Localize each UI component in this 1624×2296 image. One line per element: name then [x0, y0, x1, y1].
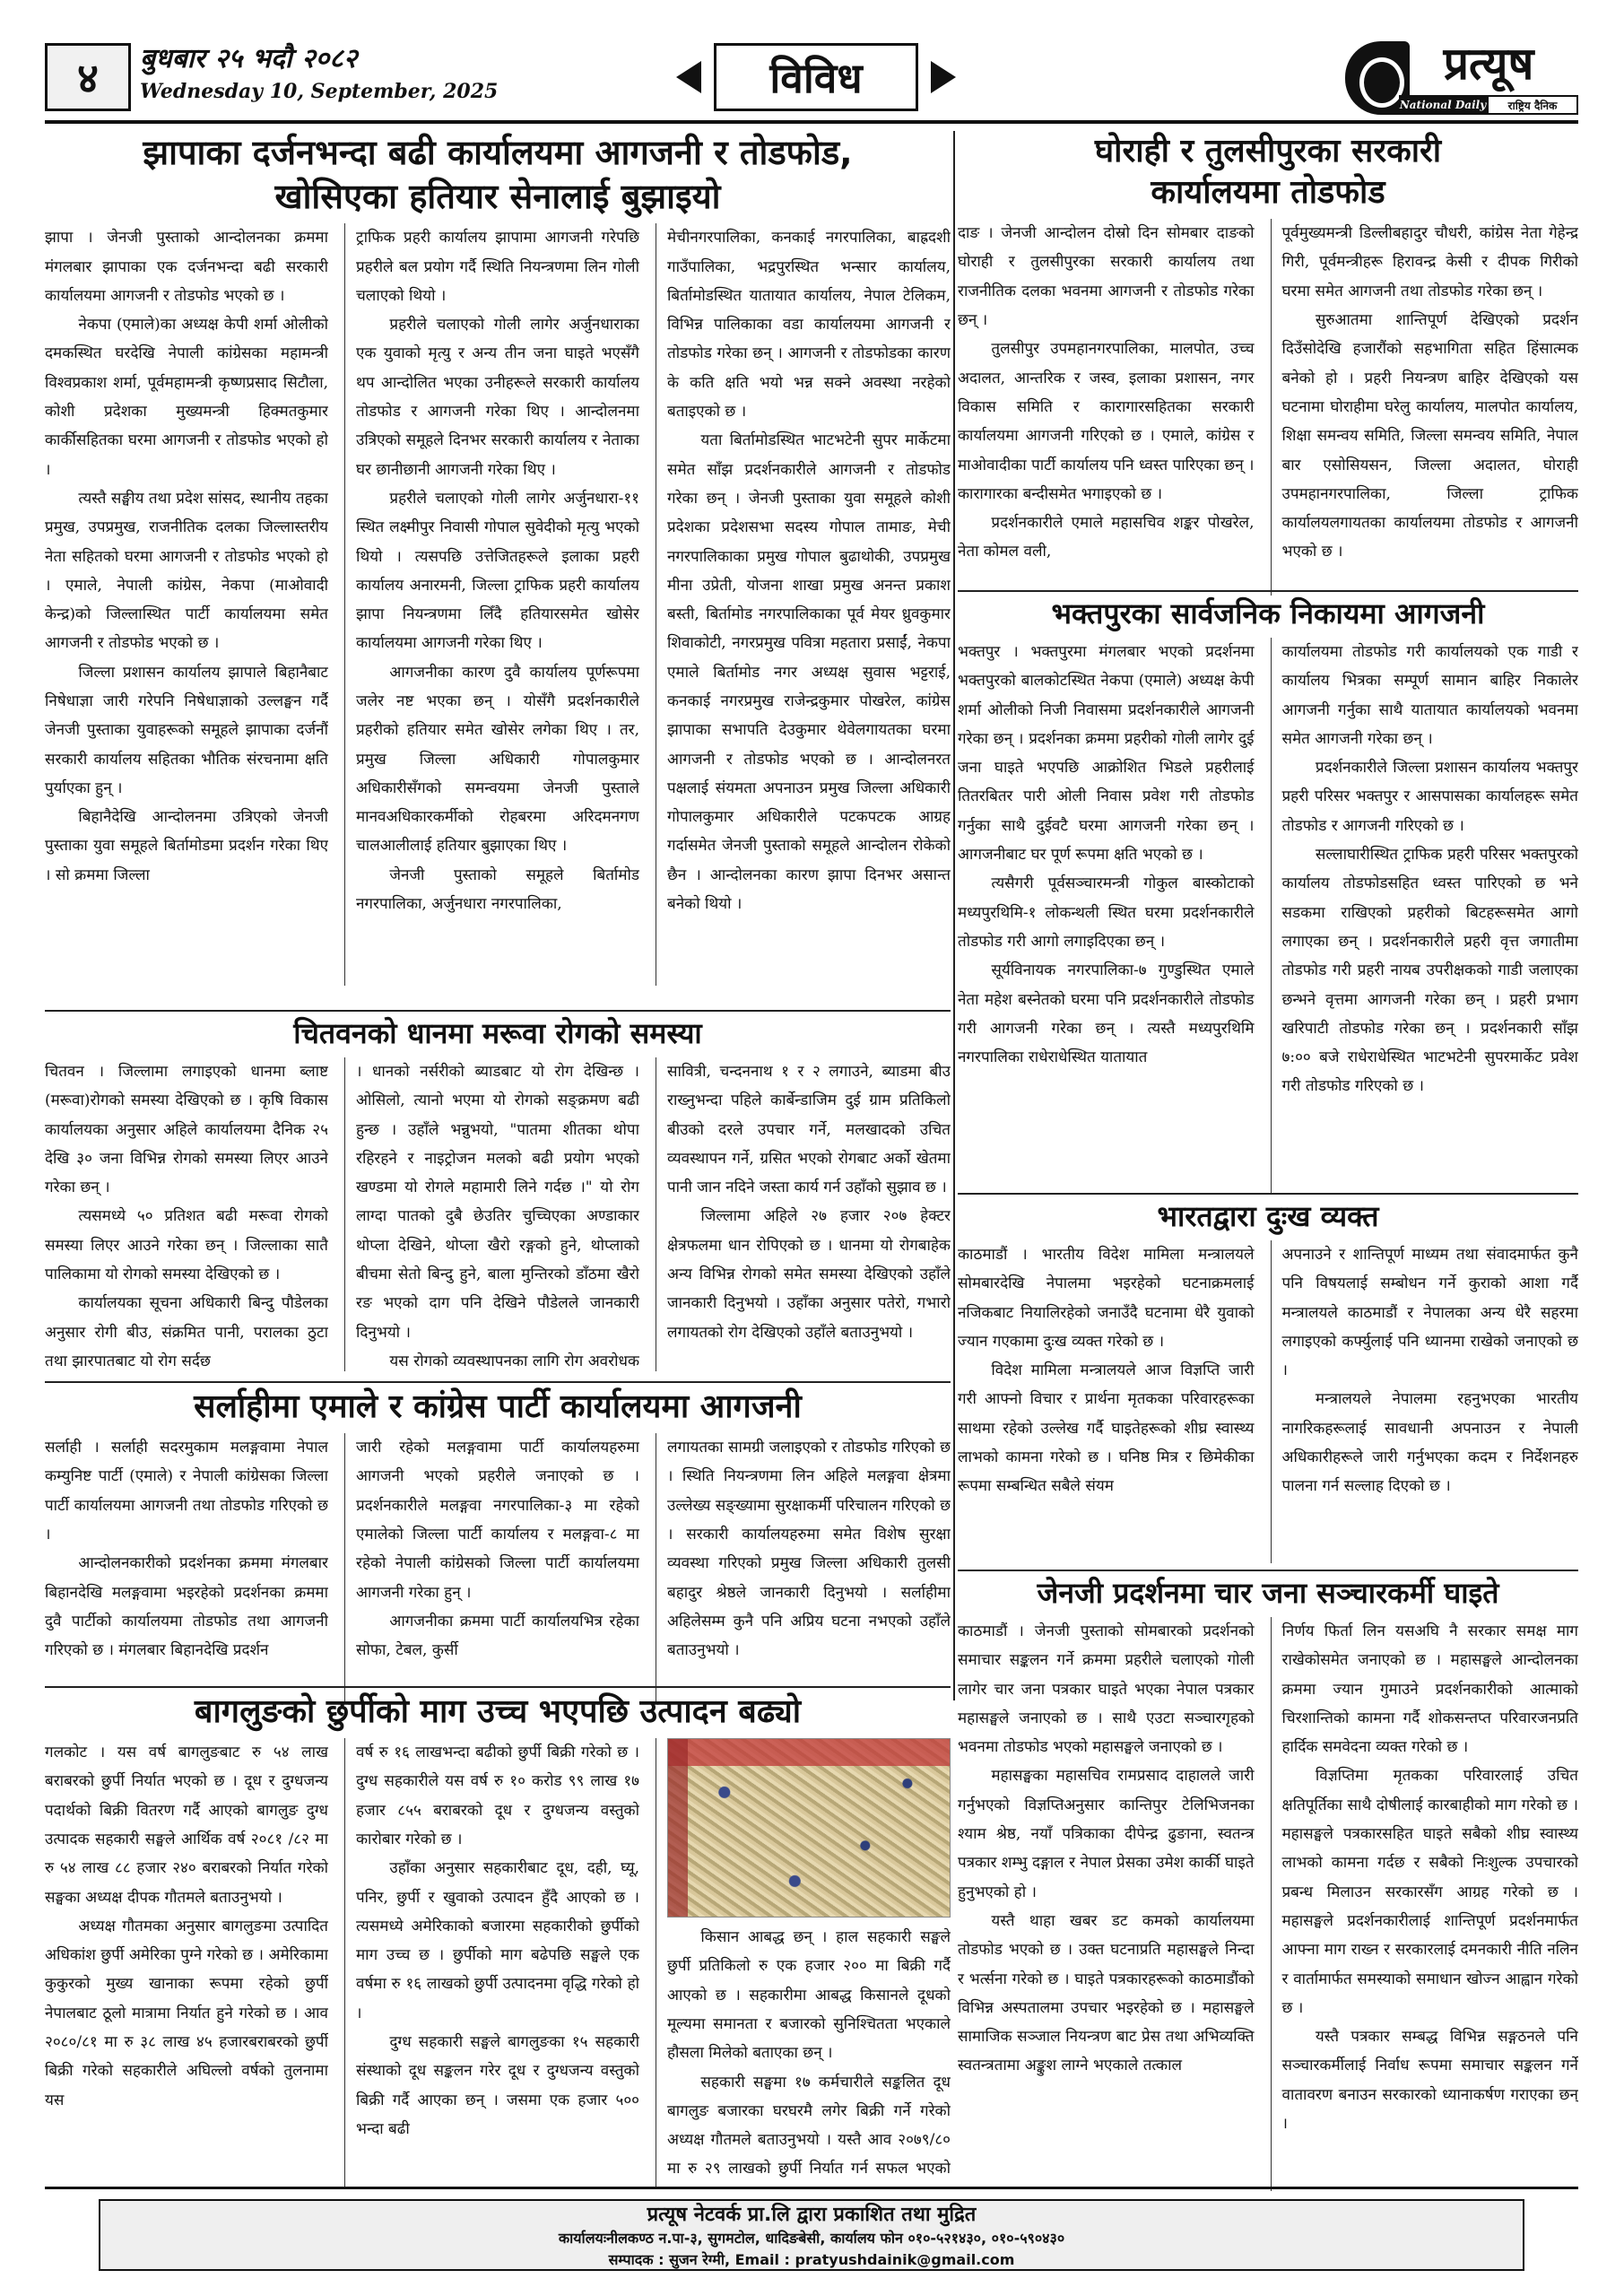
paragraph: सूर्यविनायक नगरपालिका-७ गुण्डुस्थित एमाले नेता महेश बस्नेतको घरमा पनि प्रदर्शनकारीले तोडफोड गरी आगजनी गरेका छन् । त्यस्तै मध्यपुरथिमि नगरपालिका राधेराधेस्थित यातायात — [958, 961, 1255, 1067]
paragraph: सहकारी सङ्घमा १७ कर्मचारीले सङ्कलित दूध बागलुङ बजारका घरघरमै लगेर बिक्री गर्ने गरेको अध्यक्ष गौतमले बताउनुभयो । यस्तै आव २०७९/८० मा रु २९ लाखको छुर्पी निर्यात गर्न सफल भएको — [667, 2073, 951, 2179]
article-column — [656, 223, 951, 986]
article-ghorahi — [958, 131, 1578, 596]
paragraph: किसान आबद्ध छन् । हाल सहकारी सङ्घले छुर्पी प्रतिकिलो रु एक हजार २०० मा बिक्री गर्दै आएको छ । सहकारीमा आबद्ध किसानले दूधको मूल्यमा समानता र बजारको सुनिश्चितता भएकाले हौसला मिलेको बताएका छन् । — [667, 1928, 951, 2063]
churpi-drying-photo — [667, 1738, 951, 1918]
article-column — [1271, 1240, 1579, 1563]
paragraph: चितवन । जिल्लामा लगाइएको धानमा ब्लाष्ट (मरूवा)रोगको समस्या देखिएको छ । कृषि विकास कार्यालयका अनुसार अहिले कार्यालयमा दैनिक २५ देखि ३० जना विभिन्न रोगको समस्या लिएर आउने गरेका छन् । — [45, 1062, 328, 1197]
headline-line: झापाका दर्जनभन्दा बढी कार्यालयमा आगजनी र तोडफोड, — [143, 133, 853, 172]
paragraph: सावित्री, चन्दननाथ १ र २ लगाउने, ब्याडमा बीउ राख्नुभन्दा पहिले कार्बेन्डाजिम दुई ग्राम प्रतिकिलो बीउको दरले उपचार गर्ने, मलखादको उचित व्यवस्थापन गर्ने, ग्रसित भएको रोगबाट अर्को खेतमा पानी जान नदिने जस्ता कार्य गर्न उहाँको सुझाव छ । — [667, 1062, 951, 1197]
paragraph: प्रहरीले चलाएको गोली लागेर अर्जुनधाराका एक युवाको मृत्यु र अन्य तीन जना घाइते भएसँगै थप आन्दोलित भएका उनीहरूले सरकारी कार्यालय तोडफोड र आगजनी गरेका थिए । आन्दोलनमा उत्रिएको समूहले दिनभर सरकारी कार्यालय र नेताका घर छानीछानी आगजनी गरेका थिए । — [356, 316, 639, 479]
headline-line: जेनजी प्रदर्शनमा चार जना सञ्चारकर्मी घाइते — [1037, 1576, 1499, 1610]
paragraph: जारी रहेको मलङ्गवामा पार्टी कार्यालयहरुमा आगजनी भएको प्रहरीले जनाएको छ । प्रदर्शनकारीले मलङ्गवा नगरपालिका-३ मा रहेको एमालेको जिल्ला पार्टी कार्यालय र मलङ्गवा-८ मा रहेको नेपाली कांग्रेसको जिल्ला पार्टी कार्यालयमा आगजनी गरेका हुन् । — [356, 1439, 639, 1602]
article-divider — [958, 1570, 1578, 1571]
paragraph: लगायतका सामग्री जलाइएको र तोडफोड गरिएको छ । स्थिति नियन्त्रणमा लिन अहिले मलङ्गवा क्षेत्रमा उल्लेख्य सङ्ख्यामा सुरक्षाकर्मी परिचालन गरिएको छ । सरकारी कार्यालयहरुमा समेत विशेष सुरक्षा व्यवस्था गरिएको प्रमुख जिल्ला अधिकारी तुलसी बहादुर श्रेष्ठले जानकारी दिनुभयो । सर्लाहीमा अहिलेसम्म कुनै पनि अप्रिय घटना नभएको उहाँले बताउनुभयो । — [667, 1439, 951, 1660]
article-column — [958, 1617, 1255, 2191]
article-sarlahi — [45, 1387, 951, 1702]
footer-imprint — [99, 2199, 1524, 2271]
article-bhaktapur — [958, 596, 1578, 1194]
paragraph: दाङ । जेनजी आन्दोलन दोस्रो दिन सोमबार दाङको घोराही र तुलसीपुरका सरकारी कार्यालय तथा राजनीतिक दलका भवनमा आगजनी र तोडफोड गरेका छन् । — [958, 224, 1255, 330]
paragraph: काठमाडौं । भारतीय विदेश मामिला मन्त्रालयले सोमबारदेखि नेपालमा भइरहेको घटनाक्रमलाई नजिकबाट नियालिरहेको जनाउँदै घटनामा धेरै युवाको ज्यान गएकामा दुःख व्यक्त गरेको छ । — [958, 1245, 1255, 1351]
paragraph: कार्यालयमा तोडफोड गरी कार्यालयको एक गाडी र कार्यालय भित्रका सम्पूर्ण सामान बाहिर निकालेर आगजनी गर्नुका साथै यातायात कार्यालयको भवनमा समेत आगजनी गरेका छन् । — [1281, 642, 1578, 748]
page-number: ४ — [45, 43, 131, 111]
paragraph: ट्राफिक प्रहरी कार्यालय झापामा आगजनी गरेपछि प्रहरीले बल प्रयोग गर्दै स्थिति नियन्त्रणमा लिन गोली चलाएको थियो । — [356, 229, 639, 305]
article-column — [958, 219, 1255, 596]
paragraph: भक्तपुर । भक्तपुरमा मंगलबार भएको प्रदर्शनमा भक्तपुरको बालकोटस्थित नेकपा (एमाले) अध्यक्ष केपी शर्मा ओलीको निजी निवासमा प्रदर्शनकारीले आगजनी गरेका छन् । प्रदर्शनका क्रममा प्रहरीको गोली लागेर दुई जना घाइते भएपछि आक्रोशित भिडले प्रहरीलाई तितरबितर पारी ओली निवास प्रवेश गरी तोडफोड गर्नुका साथै दुईवटै घरमा आगजनी गरेका छन् । आगजनीबाट घर पूर्ण रूपमा क्षति भएको छ । — [958, 642, 1255, 865]
paragraph: यस रोगको व्यवस्थापनका लागि रोग अवरोधक — [389, 1352, 639, 1370]
paragraph: विदेश मामिला मन्त्रालयले आज विज्ञप्ति जारी गरी आफ्नो विचार र प्रार्थना मृतकका परिवारहरूका साथमा रहेको उल्लेख गर्दै घाइतेहरूको शीघ्र स्वास्थ्य लाभको कामना गरेको छ । घनिष्ठ मित्र र छिमेकीका रूपमा सम्बन्धित सबैले संयम — [958, 1361, 1255, 1496]
paragraph: निर्णय फिर्ता लिन यसअघि नै सरकार समक्ष माग राखेकोसमेत जनाएको छ । महासङ्घले आन्दोलनका क्रममा ज्यान गुमाउने प्रदर्शनकारीको आत्माको चिरशान्तिको कामना गर्दै शोकसन्तप्त परिवारजनप्रति हार्दिक समवेदना व्यक्त गरेको छ । — [1281, 1622, 1578, 1757]
article-headline — [958, 131, 1578, 213]
article-column — [45, 1738, 328, 2187]
paragraph: त्यस्तै सङ्घीय तथा प्रदेश सांसद, स्थानीय तहका प्रमुख, उपप्रमुख, राजनीतिक दलका जिल्लास्तरीय नेता सहितको घरमा आगजनी र तोडफोड भएको हो । एमाले, नेपाली कांग्रेस, नेकपा (माओवादी केन्द्र)को जिल्लास्थित पार्टी कार्यालयमा समेत आगजनी र तोडफोड भएको छ । — [45, 489, 328, 653]
paragraph: आगजनीका क्रममा पार्टी कार्यालयभित्र रहेका सोफा, टेबल, कुर्सी — [356, 1612, 639, 1660]
article-body — [958, 219, 1578, 596]
headline-line: बागलुङको छुर्पीको माग उच्च भएपछि उत्पादन बढ्यो — [194, 1693, 802, 1730]
office-address: कार्यालयःनीलकण्ठ न.पा-३, सुगमटोल, धादिङबेसी, कार्यालय फोन ०१०-५२१४३०, ०१०-५९०४३० — [558, 2230, 1065, 2247]
paragraph: उहाँका अनुसार सहकारीबाट दूध, दही, घ्यू, पनिर, छुर्पी र खुवाको उत्पादन हुँदै आएको छ । त्यसमध्ये अमेरिकाको बजारमा सहकारीको छुर्पीको माग उच्च छ । छुर्पीको माग बढेपछि सङ्घले एक वर्षमा रु १६ लाखको छुर्पी उत्पादनमा वृद्धि गरेको हो । — [356, 1859, 639, 2022]
article-column — [344, 1738, 639, 2187]
article-chitwan — [45, 1015, 951, 1371]
logo-name: प्रत्यूष — [1443, 37, 1534, 90]
article-column — [344, 223, 639, 986]
article-column — [958, 638, 1255, 1194]
paragraph: प्रदर्शनकारीले एमाले महासचिव शङ्कर पोखरेल, नेता कोमल वली, — [958, 514, 1255, 561]
newspaper-logo — [1345, 38, 1578, 120]
paragraph: झापा । जेनजी पुस्ताको आन्दोलनका क्रममा मंगलबार झापाका एक दर्जनभन्दा बढी सरकारी कार्यालयमा आगजनी र तोडफोड भएको छ । — [45, 229, 328, 305]
page-footer — [45, 2187, 1578, 2276]
article-column — [1271, 638, 1579, 1194]
paragraph: जेनजी पुस्ताको समूहले बिर्तामोड नगरपालिका, अर्जुनधारा नगरपालिका, — [356, 865, 639, 914]
article-headline — [45, 131, 951, 218]
date-nepali: बुधबार २५ भदौ २०८२ — [140, 43, 358, 74]
paragraph: विज्ञप्तिमा मृतकका परिवारलाई उचित क्षतिपूर्तिका साथै दोषीलाई कारबाहीको माग गरेको छ । महासङ्घले पत्रकारसहित घाइते सबैको शीघ्र स्वास्थ्य लाभको कामना गर्दछ र सबैको निःशुल्क उपचारको प्रबन्ध मिलाउन सरकारसँग आग्रह गरेको छ । महासङ्घले प्रदर्शनकारीलाई शान्तिपूर्ण प्रदर्शनमार्फत आफ्ना माग राख्न र सरकारलाई दमनकारी नीति नलिन र वार्तामार्फत समस्याको समाधान खोज्न आह्वान गरेको छ । — [1281, 1767, 1578, 2017]
logo-tag-english: National Daily — [1399, 95, 1487, 115]
paragraph: यस्तै थाहा खबर डट कमको कार्यालयमा तोडफोड भएको छ । उक्त घटनाप्रति महासङ्घले निन्दा र भर्त्सना गरेको छ । घाइते पत्रकारहरूको काठमाडौंको विभिन्न अस्पतालमा उपचार भइरहेको छ । महासङ्घले सामाजिक सञ्जाल नियन्त्रण बाट प्रेस तथा अभिव्यक्ति स्वतन्त्रतामा अङ्कुश लाग्ने भएकाले तत्काल — [958, 1911, 1255, 2075]
article-body — [45, 223, 951, 986]
headline-line: सर्लाहीमा एमाले र कांग्रेस पार्टी कार्यालयमा आगजनी — [194, 1388, 802, 1425]
article-headline — [958, 1198, 1578, 1235]
article-headline — [958, 596, 1578, 632]
section-header — [673, 43, 960, 111]
article-divider — [45, 1010, 951, 1012]
article-headline — [45, 1387, 951, 1428]
paragraph: सल्लाघारीस्थित ट्राफिक प्रहरी परिसर भक्तपुरको कार्यालय तोडफोडसहित ध्वस्त पारिएको छ भने सडकमा राखिएको प्रहरीको बिटहरूसमेत आगो लगाएका छन् । प्रदर्शनकारीले प्रहरी वृत्त जगातीमा तोडफोड गरी प्रहरी नायब उपरीक्षकको गाडी जलाएका छन्भने वृत्तमा आगजनी गरेका छन् । प्रहरी प्रभाग खरिपाटी तोडफोड गरेका छन् । प्रदर्शनकारी साँझ ७:०० बजे राधेराधेस्थित भाटभटेनी सुपरमार्केट प्रवेश गरी तोडफोड गरिएको छ । — [1281, 846, 1578, 1096]
headline-line: कार्यालयमा तोडफोड — [1151, 174, 1385, 212]
paragraph: वर्ष रु १६ लाखभन्दा बढीको छुर्पी बिक्री गरेको छ । दुग्ध सहकारीले यस वर्ष रु १० करोड ९९ लाख १७ हजार ८५५ बराबरको दूध र दुग्धजन्य वस्तुको कारोबार गरेको छ । — [356, 1744, 639, 1848]
publisher-line: प्रत्यूष नेटवर्क प्रा.लि द्वारा प्रकाशित तथा मुद्रित — [647, 2204, 977, 2226]
paragraph: अपनाउने र शान्तिपूर्ण माध्यम तथा संवादमार्फत कुनै पनि विषयलाई सम्बोधन गर्ने कुराको आशा गर्दै मन्त्रालयले काठमाडौं र नेपालका अन्य धेरै सहरमा लगाइएको कर्फ्युलाई पनि ध्यानमा राखेको जनाएको छ । — [1281, 1245, 1578, 1380]
article-divider — [958, 1193, 1578, 1195]
paragraph: त्यसमध्ये ५० प्रतिशत बढी मरूवा रोगको समस्या लिएर आउने गरेका छन् । जिल्लाका सातै पालिकामा यो रोगको समस्या देखिएको छ । — [45, 1207, 328, 1284]
article-body — [45, 1057, 951, 1371]
logo-tagline — [1399, 95, 1578, 115]
article-genz-journalists — [958, 1575, 1578, 2191]
paragraph: मेचीनगरपालिका, कनकाई नगरपालिका, बाह्रदशी गाउँपालिका, भद्रपुरस्थित भन्सार कार्यालय, बिर्तामोडस्थित यातायात कार्यालय, नेपाल टेलिकम, विभिन्न पालिकाका वडा कार्यालयमा आगजनी र तोडफोड गरेका छन् । आगजनी र तोडफोडका कारण के कति क्षति भयो भन्न सक्ने अवस्था नरहेको बताइएको छ । — [667, 229, 951, 422]
triangle-right-icon — [931, 61, 956, 93]
article-column — [45, 1433, 328, 1702]
paragraph: सुरुआतमा शान्तिपूर्ण देखिएको प्रदर्शन दिउँसोदेखि हजारौंको सहभागिता सहित हिंसात्मक बनेको हो । प्रहरी नियन्त्रण बाहिर देखिएको यस घटनामा घोराहीमा घरेलु कार्यालय, मालपोत कार्यालय, शिक्षा समन्वय समिति, जिल्ला समन्वय समिति, नेपाल बार एसोसियसन, जिल्ला अदालत, घोराही उपमहानगरपालिका, जिल्ला ट्राफिक कार्यालयलगायतका कार्यालयमा तोडफोड र आगजनी भएको छ । — [1281, 311, 1578, 561]
paragraph: कार्यालयका सूचना अधिकारी बिन्दु पौडेलका अनुसार रोगी बीउ, संक्रमित पानी, परालका ठुटा तथा झारपातबाट यो रोग सर्दछ — [45, 1294, 328, 1370]
editor-contact: सम्पादक : सुजन रेग्मी, Email : pratyushdainik@gmail.com — [608, 2251, 1015, 2268]
paragraph: जिल्ला प्रशासन कार्यालय झापाले बिहानैबाट निषेधाज्ञा जारी गरेपनि निषेधाज्ञाको उल्लङ्घन गर्दै जेनजी पुस्ताका युवाहरूको समूहले झापाका दर्जनौं सरकारी कार्यालय सहितका भौतिक संरचनामा क्षति पुर्याएका हुन् । — [45, 663, 328, 797]
paragraph: महासङ्घका महासचिव रामप्रसाद दाहालले जारी गर्नुभएको विज्ञप्तिअनुसार कान्तिपुर टेलिभिजनका श्याम श्रेष्ठ, नयाँ पत्रिकाका दीपेन्द्र ढुङाना, स्वतन्त्र पत्रकार शम्भु दङ्गाल र नेपाल प्रेसका उमेश कार्की घाइते हुनुभएको हो । — [958, 1767, 1255, 1901]
masthead — [45, 38, 1578, 124]
headline-line: खोसिएका हतियार सेनालाई बुझाइयो — [274, 176, 721, 216]
article-body — [958, 1617, 1578, 2191]
date-english: Wednesday 10, September, 2025 — [140, 80, 499, 103]
article-headline — [45, 1692, 951, 1733]
paragraph: त्यसैगरी पूर्वसञ्चारमन्त्री गोकुल बास्कोटाको मध्यपुरथिमि-१ लोकन्थली स्थित घरमा प्रदर्शनकारीले तोडफोड गरी आगो लगाइदिएका छन् । — [958, 874, 1255, 951]
article-column — [45, 1057, 328, 1371]
article-column — [45, 223, 328, 986]
article-body — [45, 1738, 951, 2187]
headline-line: भारतद्वारा दुःख व्यक्त — [1157, 1199, 1379, 1233]
article-divider — [45, 1686, 951, 1688]
headline-line: भक्तपुरका सार्वजनिक निकायमा आगजनी — [1051, 596, 1485, 631]
paragraph: नेकपा (एमाले)का अध्यक्ष केपी शर्मा ओलीको दमकस्थित घरदेखि नेपाली कांग्रेसका महामन्त्री विश्वप्रकाश शर्मा, पूर्वमहामन्त्री कृष्णप्रसाद सिटौला, कोशी प्रदेशका मुख्यमन्त्री हिक्मतकुमार कार्कीसहितका घरमा आगजनी र तोडफोड भएको हो । — [45, 316, 328, 479]
paragraph: यस्तै पत्रकार सम्बद्ध विभिन्न सङ्गठनले पनि सञ्चारकर्मीलाई निर्वाध रूपमा समाचार सङ्कलन गर्ने वातावरण बनाउन सरकारको ध्यानाकर्षण गराएका छन् । — [1281, 2028, 1578, 2133]
article-body — [45, 1433, 951, 1702]
article-column — [1271, 219, 1579, 596]
paragraph: सर्लाही । सर्लाही सदरमुकाम मलङ्गवामा नेपाल कम्युनिष्ट पार्टी (एमाले) र नेपाली कांग्रेसका जिल्ला पार्टी कार्यालयमा आगजनी तथा तोडफोड गरिएको छ । — [45, 1439, 328, 1544]
article-divider — [45, 1381, 951, 1383]
paragraph: तुलसीपुर उपमहानगरपालिका, मालपोत, उच्च अदालत, आन्तरिक र जस्व, इलाका प्रशासन, नगर विकास समिति र कारागारसहितका सरकारी कार्यालयमा आगजनी गरिएको छ । एमाले, कांग्रेस र माओवादीका पार्टी कार्यालय पनि ध्वस्त पारिएका छन् । कारागारका बन्दीसमेत भगाइएको छ । — [958, 340, 1255, 503]
paragraph: यता बिर्तामोडस्थित भाटभटेनी सुपर मार्केटमा समेत साँझ प्रदर्शनकारीले आगजनी र तोडफोड गरेका छन् । जेनजी पुस्ताका युवा समूहले कोशी प्रदेशका प्रदेशसभा सदस्य गोपाल तामाङ, मेची नगरपालिकाका प्रमुख गोपाल बुढाथोकी, उपप्रमुख मीना उप्रेती, योजना शाखा प्रमुख अनन्त प्रकाश बस्ती, बिर्तामोड नगरपालिकाका पूर्व मेयर ध्रुवकुमार शिवाकोटी, नगरप्रमुख पवित्रा महतारा प्रसाईं, नेकपा एमाले बिर्तामोड नगर अध्यक्ष सुवास भट्टराई, कनकाई नगरप्रमुख राजेन्द्रकुमार पोखरेल, कांग्रेस झापाका सभापति देउकुमार थेवेलगायतका घरमा आगजनी र तोडफोड भएको छ । आन्दोलनरत पक्षलाई संयमता अपनाउन प्रमुख जिल्ला अधिकारी गोपालकुमार अधिकारीले पटकपटक आग्रह गर्दासमेत जेनजी पुस्ताको समूहले आन्दोलन रोकेको छैन । आन्दोलनका कारण झापा दिनभर असान्त बनेको थियो । — [667, 431, 951, 914]
footer-rule — [45, 2187, 1578, 2189]
paragraph: गलकोट । यस वर्ष बागलुङबाट रु ५४ लाख बराबरको छुर्पी निर्यात भएको छ । दूध र दुग्धजन्य पदार्थको बिक्री वितरण गर्दै आएको बागलुङ दुग्ध उत्पादक सहकारी सङ्घले आर्थिक वर्ष २०८१ /८२ मा रु ५४ लाख ८८ हजार २४० बराबरको निर्यात गरेको सङ्घका अध्यक्ष दीपक गौतमले बताउनुभयो । — [45, 1744, 328, 1907]
logo-tag-nepali: राष्ट्रिय दैनिक — [1487, 95, 1578, 115]
article-baglung — [45, 1692, 951, 2187]
article-column — [344, 1057, 639, 1371]
paragraph: जिल्लामा अहिले २७ हजार २०७ हेक्टर क्षेत्रफलमा धान रोपिएको छ । धानमा यो रोगबाहेक अन्य विभिन्न रोगको समेत समस्या देखिएको उहाँले जानकारी दिनुभयो । उहाँका अनुसार पतेरो, गभारो लगायतको रोग देखिएको उहाँले बताउनुभयो । — [667, 1207, 951, 1342]
paragraph: काठमाडौं । जेनजी पुस्ताको सोमबारको प्रदर्शनको समाचार सङ्कलन गर्ने क्रममा प्रहरीले चलाएको गोली लागेर चार जना पत्रकार घाइते भएका नेपाल पत्रकार महासङ्घले जनाएको छ । साथै एउटा सञ्चारगृहको भवनमा तोडफोड भएको महासङ्घले जनाएको छ । — [958, 1622, 1255, 1757]
article-headline — [45, 1015, 951, 1052]
article-column — [1271, 1617, 1579, 2191]
paragraph: बिहानैदेखि आन्दोलनमा उत्रिएको जेनजी पुस्ताका युवा समूहले बिर्तामोडमा प्रदर्शन गरेका थिए । सो क्रममा जिल्ला — [45, 808, 328, 884]
article-headline — [958, 1575, 1578, 1612]
paragraph: प्रहरीले चलाएको गोली लागेर अर्जुनधारा-११ स्थित लक्ष्मीपुर निवासी गोपाल सुवेदीको मृत्यु भएको थियो । त्यसपछि उत्तेजितहरूले इलाका प्रहरी कार्यालय अनारमनी, जिल्ला ट्राफिक प्रहरी कार्यालय झापा नियन्त्रणमा लिँदै हतियारसमेत खोसेर कार्यालयमा आगजनी गरेका थिए । — [356, 489, 639, 653]
article-column — [656, 1057, 951, 1371]
headline-line: चितवनको धानमा मरूवा रोगको समस्या — [293, 1016, 702, 1050]
article-body — [958, 638, 1578, 1194]
paragraph: दुग्ध सहकारी सङ्घले बागलुङका १५ सहकारी संस्थाको दूध सङ्कलन गरेर दूध र दुग्धजन्य वस्तुको बिक्री गर्दै आएका छन् । जसमा एक हजार ५०० भन्दा बढी — [356, 2033, 639, 2138]
paragraph: अध्यक्ष गौतमका अनुसार बागलुङमा उत्पादित अधिकांश छुर्पी अमेरिका पुग्ने गरेको छ । अमेरिकामा कुकुरको मुख्य खानाका रूपमा रहेको छुर्पी नेपालबाट ठूलो मात्रामा निर्यात हुने गरेको छ । आव २०८०/८१ मा रु ३८ लाख ४५ हजारबराबरको छुर्पी बिक्री गरेको सहकारीले अघिल्लो वर्षको तुलनामा यस — [45, 1917, 328, 2109]
article-column — [656, 1433, 951, 1702]
paragraph: । धानको नर्सरीको ब्याडबाट यो रोग देखिन्छ । ओसिलो, त्यानो भएमा यो रोगको सङ्क्रमण बढी हुन्छ । उहाँले भन्नुभयो, "पातमा शीतका थोपा रहिरहने र नाइट्रोजन मलको बढी प्रयोग भएको खण्डमा यो रोगले महामारी लिने गर्दछ ।" यो रोग लाग्दा पातको दुबै छेउतिर चुच्चिएका अण्डाकार थोप्ला देखिने, थोप्ला खैरो रङ्गको हुने, थोप्लाको बीचमा सेतो बिन्दु हुने, बाला मुन्तिरको डाँठमा खैरो रङ भएको दाग पनि देखिने पौडेलले जानकारी दिनुभयो । — [356, 1062, 639, 1342]
article-body — [958, 1240, 1578, 1563]
column-divider — [953, 131, 955, 1700]
article-jhapa — [45, 131, 951, 986]
article-india-grief — [958, 1198, 1578, 1563]
issue-date — [140, 41, 517, 106]
section-title: विविध — [714, 43, 918, 111]
triangle-left-icon — [676, 61, 701, 93]
paragraph: आन्दोलनकारीको प्रदर्शनका क्रममा मंगलबार बिहानदेखि मलङ्गवामा भइरहेको प्रदर्शनका क्रममा दुवै पार्टीको कार्यालयमा तोडफोड तथा आगजनी गरिएको छ । मंगलबार बिहानदेखि प्रदर्शन — [45, 1554, 328, 1660]
article-divider — [958, 590, 1578, 592]
paragraph: पूर्वमुख्यमन्त्री डिल्लीबहादुर चौधरी, कांग्रेस नेता गेहेन्द्र गिरी, पूर्वमन्त्रीहरू हिरावन्द्र केसी र दीपक गिरीको घरमा समेत आगजनी तथा तोडफोड गरेका छन् । — [1281, 224, 1578, 300]
paragraph: आगजनीका कारण दुवै कार्यालय पूर्णरूपमा जलेर नष्ट भएका छन् । योसँगै प्रदर्शनकारीले प्रहरीको हतियार समेत खोसेर लगेका थिए । तर, प्रमुख जिल्ला अधिकारी गोपालकुमार अधिकारीसँगको समन्वयमा जेनजी पुस्ताले मानवअधिकारकर्मीको रोहबरमा अरिदमनगण चालआलीलाई हतियार बुझाएका थिए । — [356, 663, 639, 856]
masthead-rule — [45, 120, 1578, 124]
paragraph: मन्त्रालयले नेपालमा रहनुभएका भारतीय नागरिकहरूलाई सावधानी अपनाउन र नेपाली अधिकारीहरूले जारी गर्नुभएका कदम र निर्देशनहरु पालना गर्न सल्लाह दिएको छ । — [1281, 1390, 1578, 1496]
headline-line: घोराही र तुलसीपुरका सरकारी — [1094, 133, 1442, 170]
article-column — [958, 1240, 1255, 1563]
article-column — [344, 1433, 639, 1702]
paragraph: प्रदर्शनकारीले जिल्ला प्रशासन कार्यालय भक्तपुर प्रहरी परिसर भक्तपुर र आसपासका कार्यालहरू समेत तोडफोड र आगजनी गरिएको छ । — [1281, 759, 1578, 835]
article-column — [656, 1738, 951, 2187]
